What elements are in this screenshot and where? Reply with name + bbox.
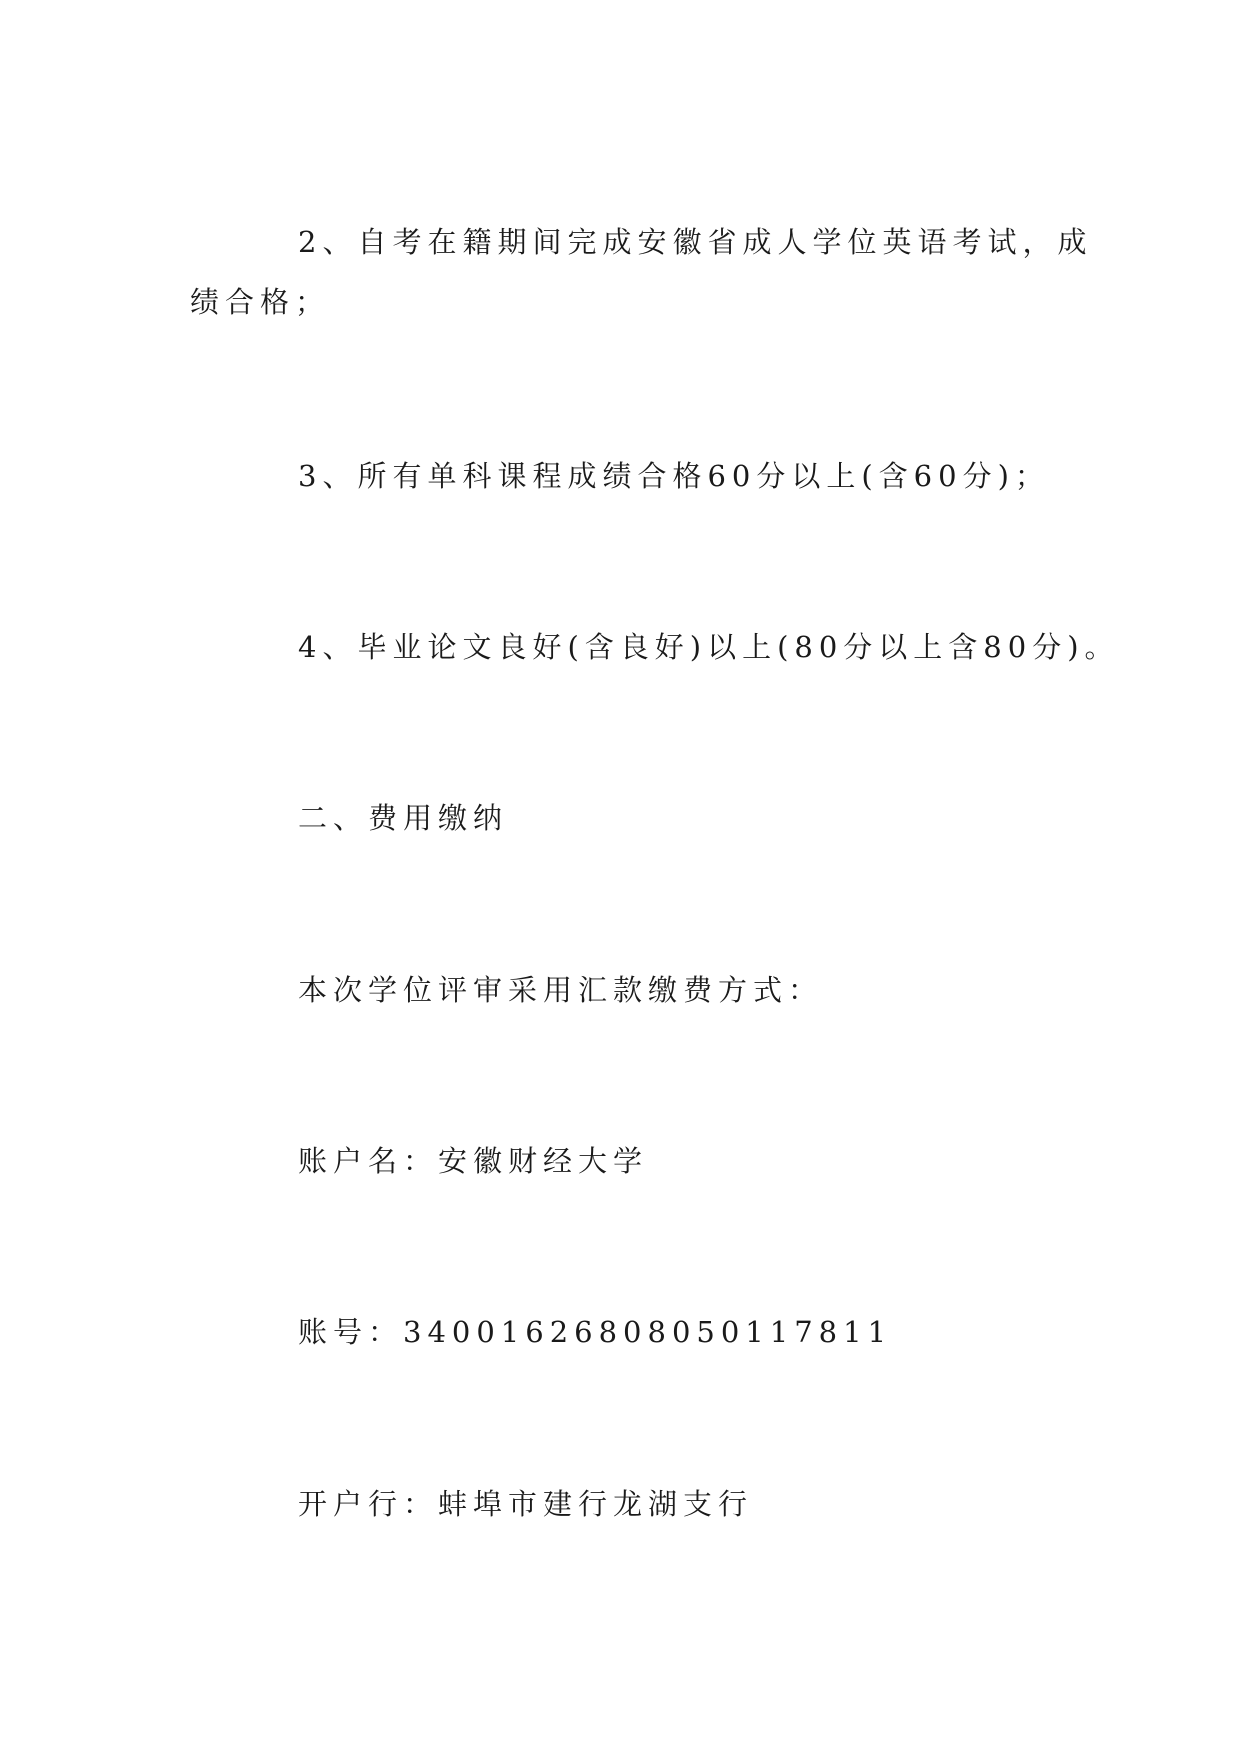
- requirement-item-2: [190, 212, 1093, 332]
- section-heading-fee-payment: 二、费用缴纳: [298, 801, 509, 835]
- requirement-item-2-line-1: 2、自考在籍期间完成安徽省成人学位英语考试，成: [298, 225, 1093, 259]
- requirement-item-3: 3、所有单科课程成绩合格60分以上(含60分)；: [298, 459, 1050, 493]
- requirement-item-4: 4、毕业论文良好(含良好)以上(80分以上含80分)。: [298, 630, 1120, 664]
- account-number: 账号：34001626808050117811: [298, 1315, 893, 1349]
- account-name: 账户名：安徽财经大学: [298, 1144, 649, 1178]
- payment-method-intro: 本次学位评审采用汇款缴费方式：: [298, 973, 824, 1007]
- bank-branch: 开户行：蚌埠市建行龙湖支行: [298, 1487, 754, 1521]
- requirement-item-2-line-2: 绩合格；: [190, 285, 331, 319]
